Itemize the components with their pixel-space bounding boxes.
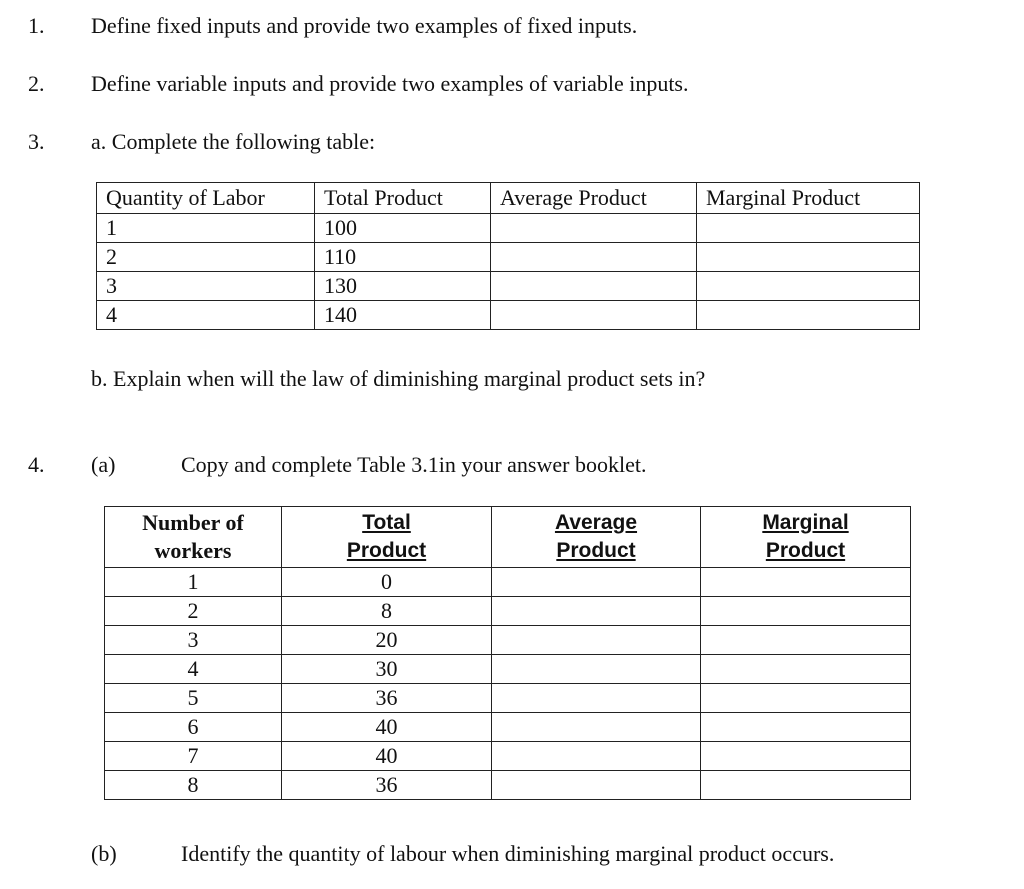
table-cell: 6 <box>105 713 282 742</box>
table-cell <box>701 655 911 684</box>
column-header: Quantity of Labor <box>97 183 315 214</box>
header-line: Average <box>554 511 638 534</box>
table-row <box>105 771 911 800</box>
table-cell <box>492 568 701 597</box>
column-header <box>282 507 492 568</box>
question-4-part-b-label: (b) <box>91 841 117 866</box>
table-row <box>97 214 920 243</box>
table-cell <box>492 626 701 655</box>
question-1-text: Define fixed inputs and provide two examples of fixed inputs. <box>91 13 638 38</box>
table-cell <box>491 243 697 272</box>
table-cell: 3 <box>97 272 315 301</box>
column-header: Marginal Product <box>697 183 920 214</box>
table-row <box>105 655 911 684</box>
table-row <box>105 742 911 771</box>
table-cell: 130 <box>315 272 491 301</box>
table-row <box>105 597 911 626</box>
table-cell <box>697 214 920 243</box>
table-cell <box>701 771 911 800</box>
header-line: Marginal <box>762 511 849 534</box>
table-cell: 8 <box>105 771 282 800</box>
table-cell <box>701 713 911 742</box>
table-row <box>97 243 920 272</box>
table-cell <box>492 597 701 626</box>
table-cell: 1 <box>105 568 282 597</box>
table-cell <box>701 597 911 626</box>
workers-product-table <box>104 506 911 800</box>
table-cell: 2 <box>97 243 315 272</box>
table-cell: 5 <box>105 684 282 713</box>
question-2-text: Define variable inputs and provide two examples of variable inputs. <box>91 71 689 96</box>
table-cell <box>492 771 701 800</box>
table-cell <box>697 301 920 330</box>
question-2-number: 2. <box>28 71 45 96</box>
table-cell <box>492 742 701 771</box>
question-4-part-a-text: Copy and complete Table 3.1in your answer booklet. <box>181 452 647 477</box>
table-cell <box>697 243 920 272</box>
table-cell <box>491 272 697 301</box>
column-header: Average Product <box>491 183 697 214</box>
question-1-number: 1. <box>28 13 45 38</box>
table-cell <box>491 301 697 330</box>
table-cell: 1 <box>97 214 315 243</box>
table-cell: 3 <box>105 626 282 655</box>
table-cell: 4 <box>105 655 282 684</box>
table-row <box>105 626 911 655</box>
table-cell: 4 <box>97 301 315 330</box>
header-line: Number of <box>142 510 244 535</box>
table-cell: 2 <box>105 597 282 626</box>
table-cell <box>491 214 697 243</box>
table-cell <box>701 742 911 771</box>
header-line: Product <box>765 539 846 562</box>
column-header <box>492 507 701 568</box>
header-line: Total <box>362 511 411 534</box>
table-row <box>105 568 911 597</box>
question-3-part-b: b. Explain when will the law of diminishing marginal product sets in? <box>91 366 706 391</box>
table-cell: 7 <box>105 742 282 771</box>
table-row <box>97 301 920 330</box>
table-cell <box>492 713 701 742</box>
table-cell <box>701 568 911 597</box>
table-cell: 40 <box>282 713 492 742</box>
table-cell <box>492 655 701 684</box>
table-header-row <box>105 507 911 568</box>
table-cell <box>701 684 911 713</box>
question-4-part-b-text: Identify the quantity of labour when diminishing marginal product occurs. <box>181 841 835 866</box>
labor-product-table <box>96 182 920 330</box>
column-header <box>701 507 911 568</box>
question-3-part-a: a. Complete the following table: <box>91 129 376 154</box>
column-header: Total Product <box>315 183 491 214</box>
column-header <box>105 507 282 568</box>
table-cell <box>492 684 701 713</box>
table-header-row <box>97 183 920 214</box>
table-row <box>105 713 911 742</box>
table-cell: 140 <box>315 301 491 330</box>
question-3-number: 3. <box>28 129 45 154</box>
table-cell: 0 <box>282 568 492 597</box>
table-row <box>105 684 911 713</box>
table-cell <box>697 272 920 301</box>
table-cell: 8 <box>282 597 492 626</box>
table-cell <box>701 626 911 655</box>
table-cell: 30 <box>282 655 492 684</box>
question-4-part-a-label: (a) <box>91 452 116 477</box>
table-cell: 36 <box>282 684 492 713</box>
header-line: Product <box>556 539 636 562</box>
header-line: Product <box>346 539 427 562</box>
table-cell: 100 <box>315 214 491 243</box>
header-line: workers <box>154 538 232 563</box>
table-cell: 40 <box>282 742 492 771</box>
table-cell: 110 <box>315 243 491 272</box>
question-4-number: 4. <box>28 452 45 477</box>
table-cell: 20 <box>282 626 492 655</box>
table-row <box>97 272 920 301</box>
table-cell: 36 <box>282 771 492 800</box>
